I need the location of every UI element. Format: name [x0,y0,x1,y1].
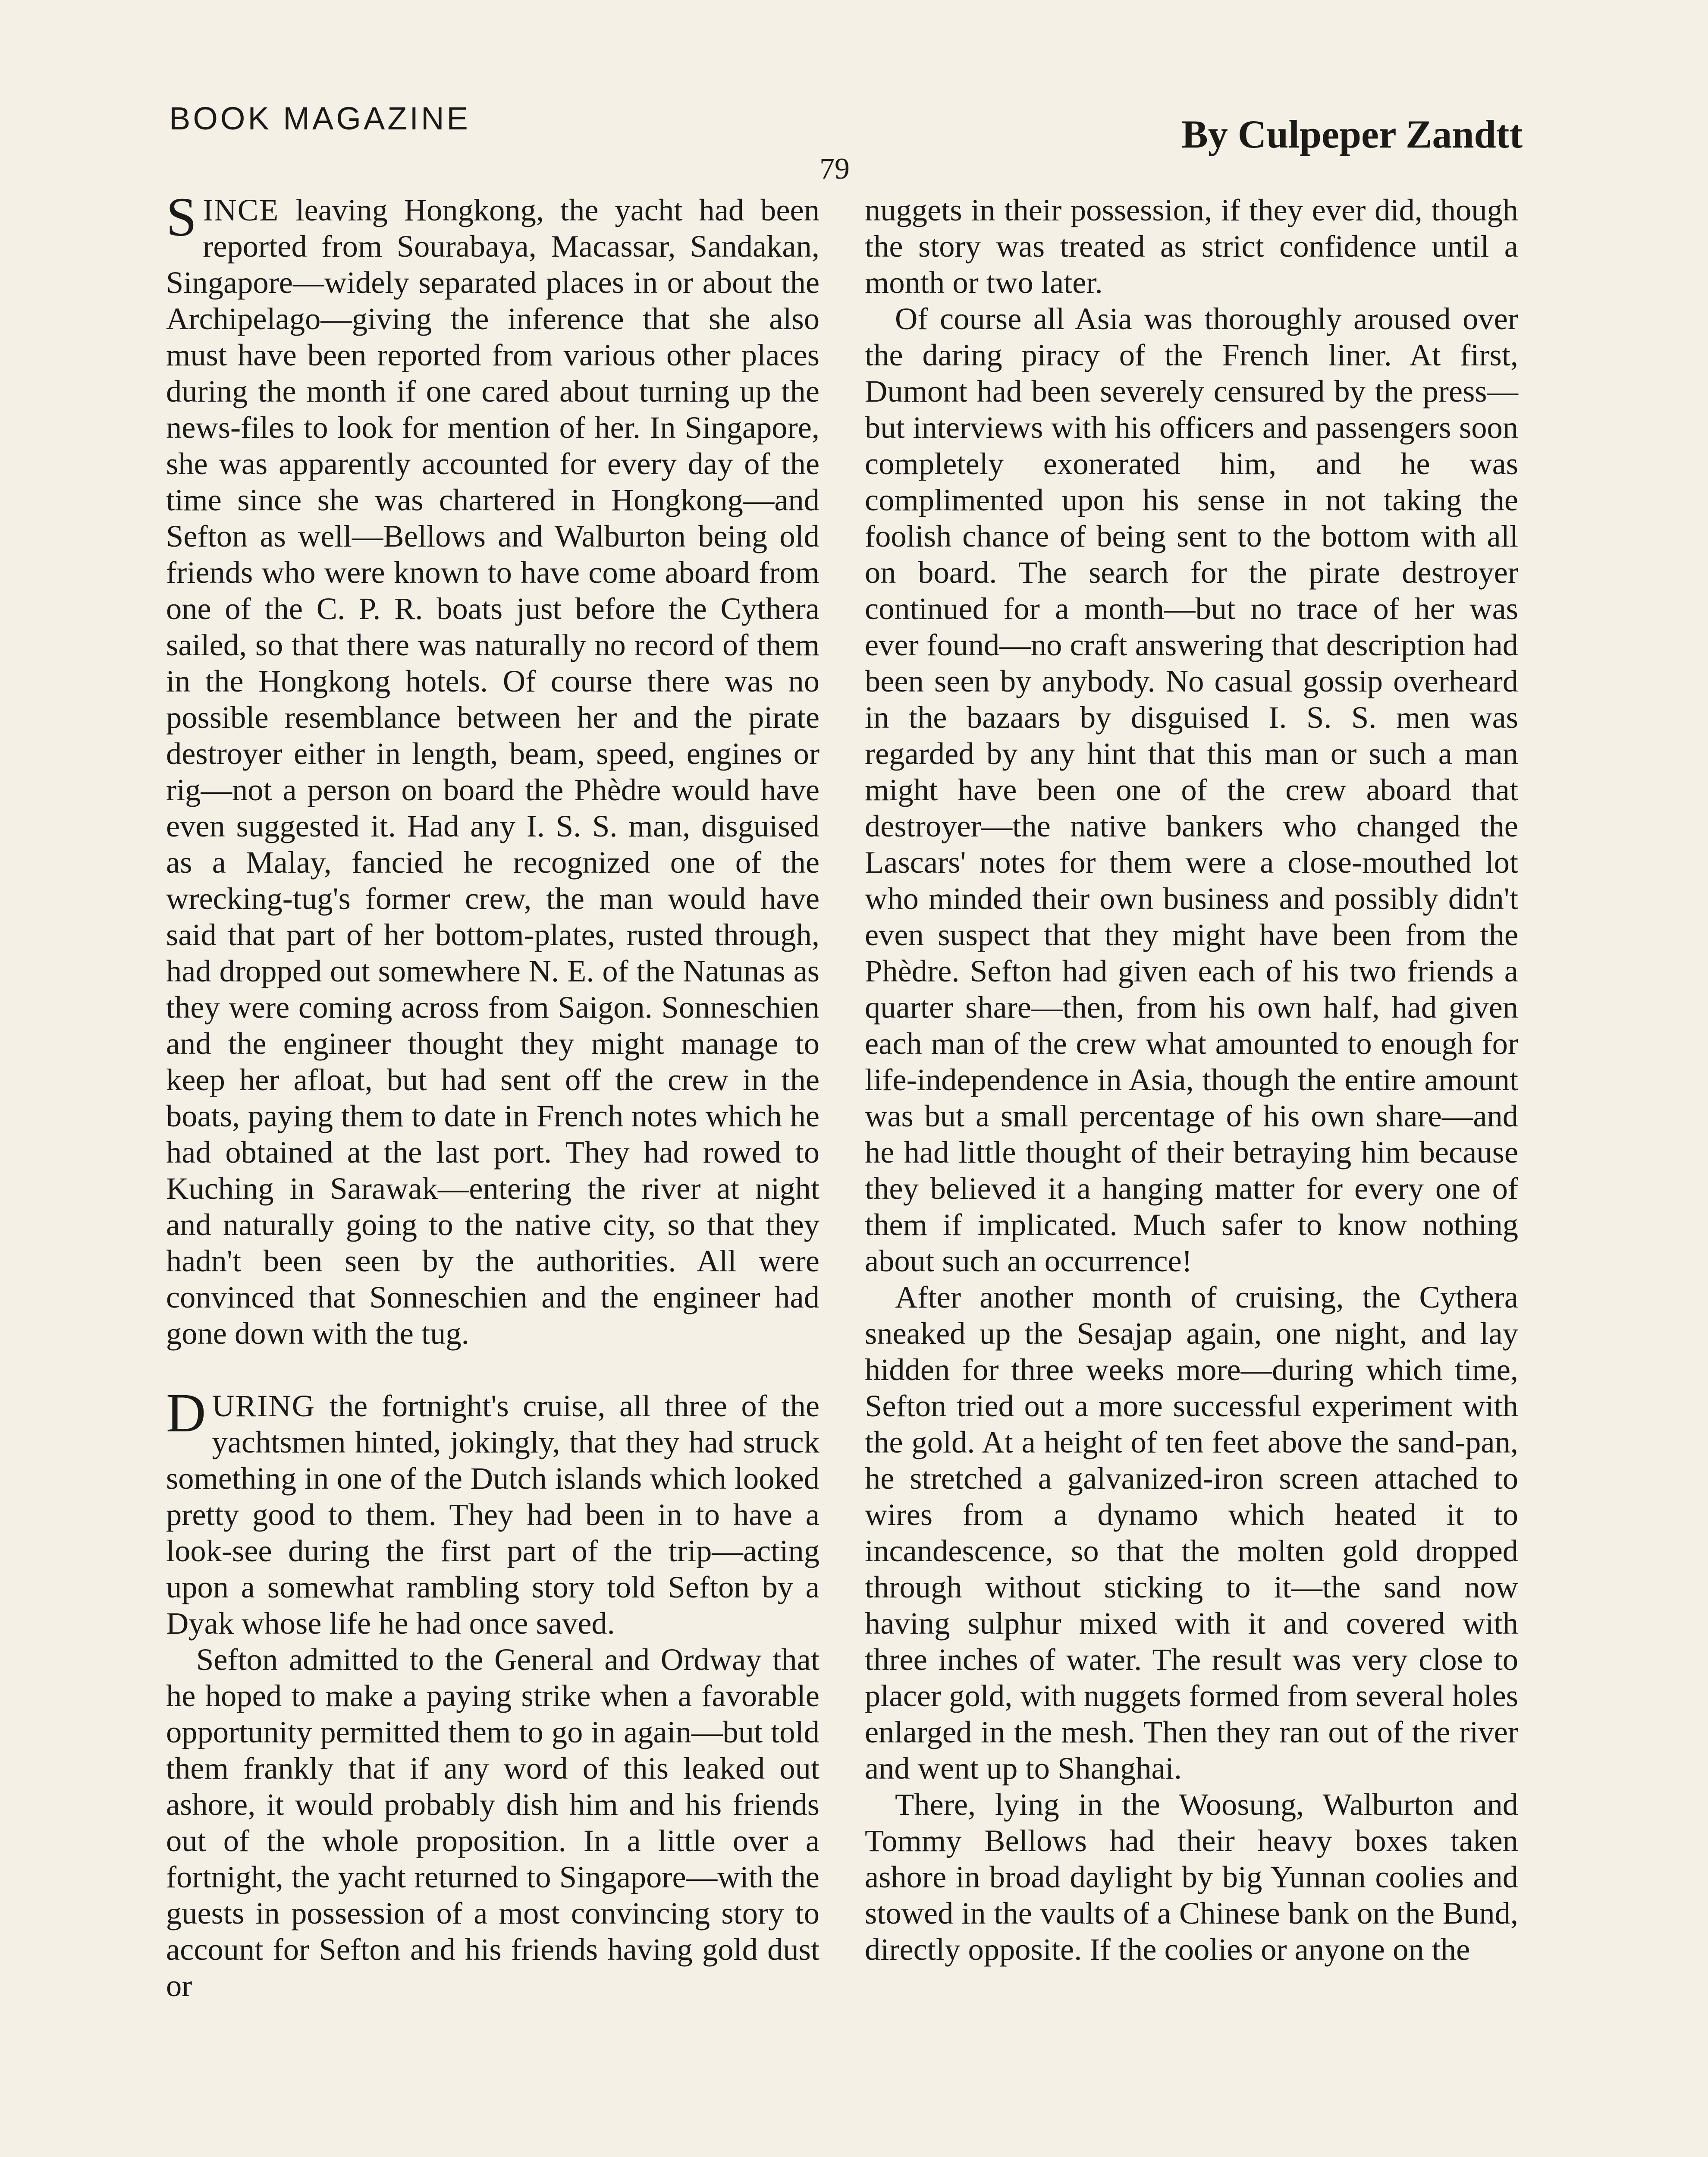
drop-cap: D [166,1382,206,1443]
paragraph: Sefton admitted to the General and Ordway that he hoped to make a paying strike when a favorable opportunity permitted them to go in again—but told them frankly that if any word of this leaked out ashore, it would probably dish him and his friends out of the whole proposition. In a little over a fortnight, the yacht returned to Singapore—with the guests in possession of a most convincing story to account for Sefton and his friends having gold dust or [166,1642,819,2003]
publication-title: BOOK MAGAZINE [169,101,471,136]
paragraph: Of course all Asia was thoroughly aroused over the daring piracy of the French liner. At first, Dumont had been severely censured by the press—but interviews with his officers and passengers soon completely exonerated him, and he was complimented upon his sense in not taking the foolish chance of being sent to the bottom with all on board. The search for the pirate destroyer continued for a month—but no trace of her was ever found—no craft answering that description had been seen by anybody. No casual gossip overheard in the bazaars by disguised I. S. S. men was regarded by any hint that this man or such a man might have been one of the crew aboard that destroyer—the native bankers who changed the Lascars' notes for them were a close-mouthed lot who minded their own business and possibly didn't even suspect that they might have been from the Phèdre. Sefton had given each of his two friends a quarter share—then, from his own half, had given each man of the crew what amounted to enough for life-independence in Asia, though the entire amount was but a small percentage of his own share—and he had little thought of their betraying him because they believed it a hanging matter for every one of them if implicated. Much safer to know nothing about such an occurrence! [865,301,1518,1278]
lead-word: INCE [203,192,279,227]
paragraph-text: the fortnight's cruise, all three of the yachtsmen hinted, jokingly, that they had struck something in one of the Dutch islands which looked pretty good to them. They had been in to have a look-see during the first part of the trip—acting upon a somewhat rambling story told Sefton by a Dyak whose life he had once saved. [166,1388,819,1641]
author-byline: By Culpeper Zandtt [1181,112,1523,156]
paragraph: nuggets in their possession, if they ever did, though the story was treated as strict confidence until a month or two later. [865,192,1518,300]
right-column [865,192,1518,1968]
drop-cap: S [166,186,197,248]
paragraph: After another month of cruising, the Cythera sneaked up the Sesajap again, one night, and lay hidden for three weeks more—during which time, Sefton tried out a more successful experiment with the gold. At a height of ten feet above the sand-pan, he stretched a galvanized-iron screen attached to wires from a dynamo which heated it to incandescence, so that the molten gold dropped through without sticking to it—the sand now having sulphur mixed with it and covered with three inches of water. The result was very close to placer gold, with nuggets formed from several holes enlarged in the mesh. Then they ran out of the river and went up to Shanghai. [865,1280,1518,1786]
paragraph: There, lying in the Woosung, Walburton and Tommy Bellows had their heavy boxes taken ashore in broad daylight by big Yunnan coolies and stowed in the vaults of a Chinese bank on the Bund, directly opposite. If the coolies or anyone on the [865,1787,1518,1967]
paragraph [166,1382,819,1641]
page-number: 79 [819,152,850,186]
paragraph [166,186,819,1352]
left-column [166,186,819,2004]
paragraph-text: leaving Hongkong, the yacht had been reported from Sourabaya, Macassar, Sandakan, Singapore—widely separated places in or about the Archipelago—giving the inference that she also must have been reported from various other places during the month if one cared about turning up the news-files to look for mention of her. In Singapore, she was apparently accounted for every day of the time since she was chartered in Hongkong—and Sefton as well—Bellows and Walburton being old friends who were known to have come aboard from one of the C. P. R. boats just before the Cythera sailed, so that there was naturally no record of them in the Hongkong hotels. Of course there was no possible resemblance between her and the pirate destroyer either in length, beam, speed, engines or rig—not a person on board the Phèdre would have even suggested it. Had any I. S. S. man, disguised as a Malay, fancied he recognized one of the wrecking-tug's former crew, the man would have said that part of her bottom-plates, rusted through, had dropped out somewhere N. E. of the Natunas as they were coming across from Saigon. Sonneschien and the engineer thought they might manage to keep her afloat, but had sent off the crew in the boats, paying them to date in French notes which he had obtained at the last port. They had rowed to Kuching in Sarawak—entering the river at night and naturally going to the native city, so that they hadn't been seen by the authorities. All were convinced that Sonneschien and the engineer had gone down with the tug. [166,192,819,1351]
lead-word: URING [212,1388,316,1423]
